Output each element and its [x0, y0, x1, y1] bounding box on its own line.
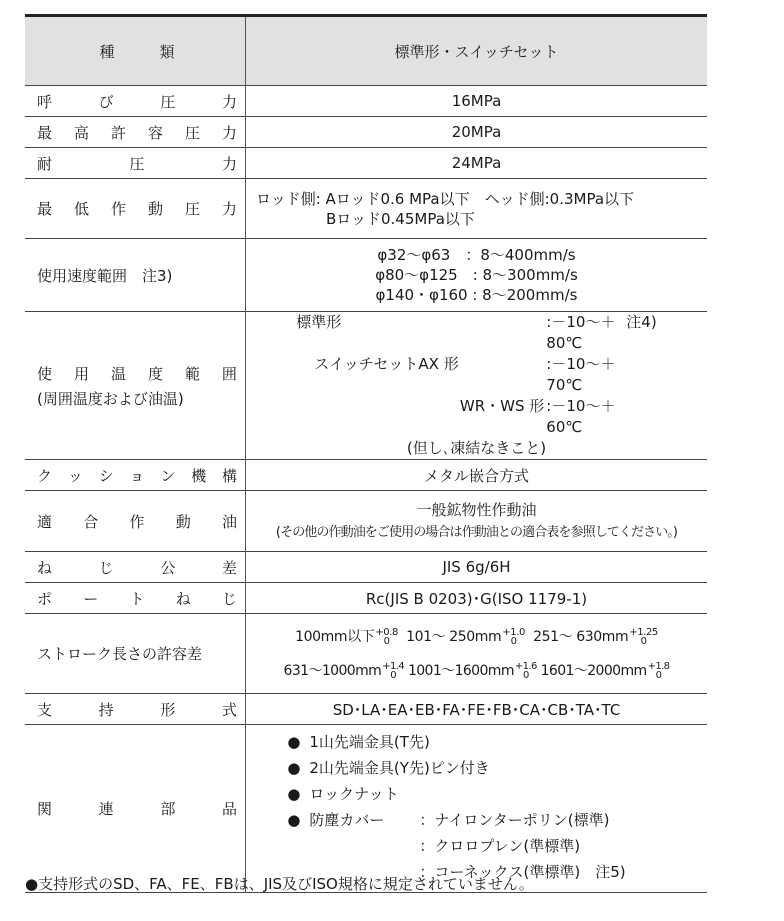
label-max-allowable: 最 高 許 容 圧 力: [25, 117, 246, 148]
header-label: [25, 16, 246, 86]
value-proof-pressure: 24MPa: [451, 154, 502, 172]
value-speed: φ32～φ63 ：8～400mm/s φ80～φ125 : 8～300mm/s φ140・φ160 : 8～200mm/s: [375, 246, 578, 304]
row-temperature: [25, 312, 707, 460]
row-oil: [25, 491, 707, 552]
row-thread-tolerance: [25, 552, 707, 583]
value-stroke-tolerance: 100mm以下 +0.8 0 101～ 250mm +1.0 0 251～ 630mm +1.25 0 631～1000mm +1.4 0 1001～1600mm +1.6 0 1601～2000mm +1.8 0: [283, 626, 670, 681]
label-nominal-pressure: 呼 び 圧 力: [25, 86, 246, 117]
header-char: 種: [99, 42, 115, 61]
value-port-thread: Rc(JIS B 0203)･G(ISO 1179-1): [365, 589, 588, 608]
label-proof-pressure: 耐 圧 力: [25, 148, 246, 179]
spec-table: [25, 14, 707, 893]
label-oil: 適 合 作 動 油: [25, 491, 246, 552]
value-min-operating: ロッド側: Aロッド0.6 MPa以下 ヘッド側:0.3MPa以下 Bロッド0.45MPa以下: [256, 189, 635, 228]
row-speed: [25, 239, 707, 312]
list-item: ● 2山先端金具(Y先)ピン付き: [287, 758, 490, 777]
label-min-operating: 最 低 作 動 圧 力: [25, 179, 246, 239]
value-cushion: メタル嵌合方式: [423, 466, 529, 485]
list-item: ● 防塵カバー ：ナイロンターポリン(標準): [287, 810, 610, 829]
row-related-parts: [25, 725, 707, 893]
label-related-parts: 関 連 部 品: [25, 725, 246, 893]
header-row: [25, 16, 707, 86]
row-min-operating: [25, 179, 707, 239]
header-char: 類: [159, 42, 175, 61]
list-item: ● ロックナット: [287, 784, 399, 803]
row-nominal-pressure: [25, 86, 707, 117]
list-item: ：コーネックス(準標準) 注5): [419, 862, 626, 881]
value-mounting: SD･LA･EA･EB･FA･FE･FB･CA･CB･TA･TC: [332, 700, 621, 719]
label-port-thread: ポ ー ト ね じ: [25, 583, 246, 614]
list-item: ：クロロプレン(準標準): [419, 836, 581, 855]
footnote: ●支持形式のSD、FA、FE、FBは、JIS及びISO規格に規定されていません。: [25, 875, 534, 893]
label-cushion: ク ッ シ ョ ン 機 構: [25, 460, 246, 491]
row-proof-pressure: [25, 148, 707, 179]
row-cushion: [25, 460, 707, 491]
value-thread-tolerance: JIS 6g/6H: [442, 558, 511, 576]
value-oil: 一般鉱物性作動油 (その他の作動油をご使用の場合は作動油との適合表を参照してください。): [275, 501, 678, 540]
value-max-allowable: 20MPa: [451, 123, 502, 141]
value-temperature: 標準形 :－10～＋80℃ 注4) スイッチセットAX 形 :－10～＋70℃ WR・WS 形 :－10～＋60℃ (但し､凍結なきこと): [296, 313, 657, 457]
header-value: 標準形・スイッチセット: [394, 42, 559, 61]
list-item: ● 1山先端金具(T先): [287, 732, 430, 751]
label-stroke-tolerance: ストローク長さの許容差: [25, 614, 246, 694]
row-stroke-tolerance: [25, 614, 707, 694]
label-mounting: 支 持 形 式: [25, 694, 246, 725]
row-max-allowable: [25, 117, 707, 148]
row-port-thread: [25, 583, 707, 614]
row-mounting: [25, 694, 707, 725]
label-speed: 使用速度範囲 注3): [25, 239, 246, 312]
value-related-parts: [246, 725, 708, 893]
label-thread-tolerance: ね じ 公 差: [25, 552, 246, 583]
value-nominal-pressure: 16MPa: [451, 92, 502, 110]
label-temperature: 使 用 温 度 範 囲 (周囲温度および油温): [25, 312, 246, 460]
